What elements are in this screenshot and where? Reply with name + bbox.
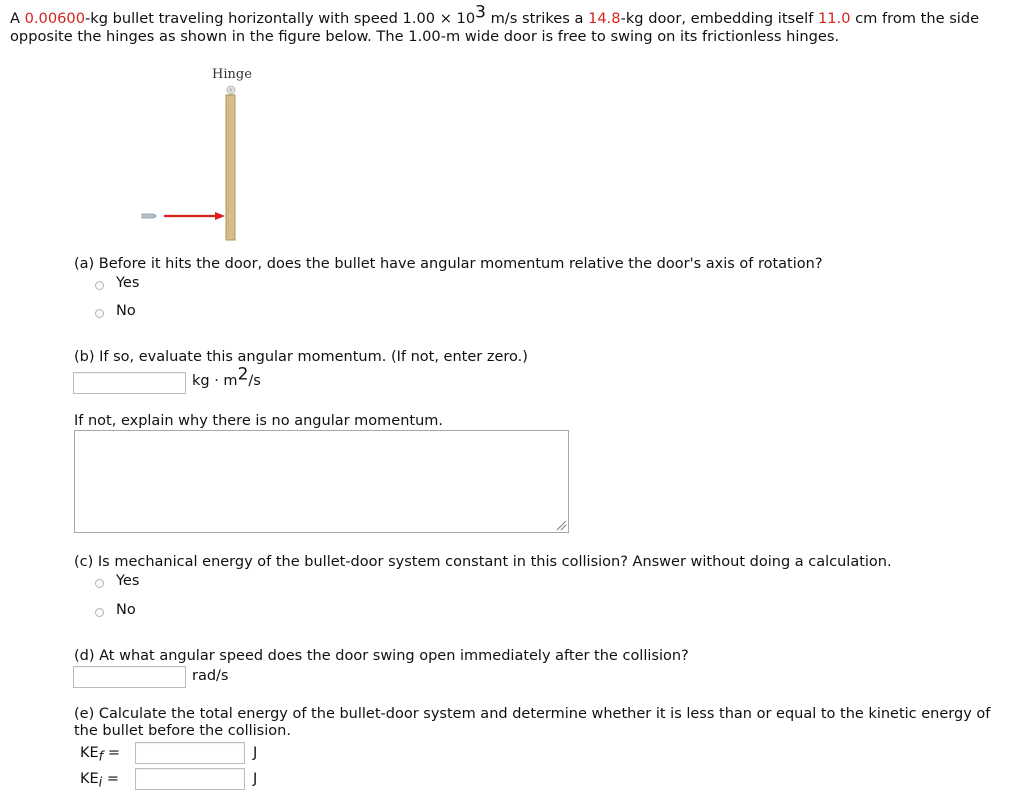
problem-statement bbox=[10, 2, 1015, 46]
option-label: Yes bbox=[116, 573, 140, 589]
ke-subscript: i bbox=[98, 775, 103, 791]
part-c-option-yes[interactable] bbox=[95, 572, 139, 590]
part-a-question: (a) Before it hits the door, does the bullet have angular momentum relative the door's axis of rotation? bbox=[74, 256, 823, 272]
part-a-option-yes[interactable] bbox=[95, 274, 139, 292]
velocity-arrowhead-icon bbox=[215, 212, 225, 220]
problem-text: A bbox=[10, 10, 25, 27]
part-a-option-no[interactable] bbox=[95, 302, 136, 320]
speed-exponent: 3 bbox=[475, 2, 486, 23]
ke-final-label bbox=[80, 745, 120, 764]
equals-sign: = bbox=[106, 771, 120, 787]
door-figure bbox=[135, 62, 265, 247]
unit-text: kg · m bbox=[192, 373, 238, 389]
radio-button-icon[interactable] bbox=[95, 281, 104, 290]
part-c-question: (c) Is mechanical energy of the bullet-door system constant in this collision? Answer without doing a calculation. bbox=[74, 554, 892, 570]
part-c-option-no[interactable] bbox=[95, 601, 136, 619]
radio-button-icon[interactable] bbox=[95, 579, 104, 588]
ke-final-unit: J bbox=[253, 745, 258, 761]
angular-speed-unit: rad/s bbox=[192, 668, 229, 684]
angular-speed-input[interactable] bbox=[73, 666, 186, 688]
radio-button-icon[interactable] bbox=[95, 309, 104, 318]
unit-text: /s bbox=[248, 373, 261, 389]
hinge-label: Hinge bbox=[212, 67, 252, 82]
explain-prompt: If not, explain why there is no angular momentum. bbox=[74, 413, 444, 429]
angular-momentum-input[interactable] bbox=[73, 372, 186, 394]
problem-text: cm from the side opposite the hinges as shown in the figure below. The 1.00-m wide door is free to swing on its frictionless hinges. bbox=[10, 10, 980, 45]
problem-text: -kg bullet traveling horizontally with speed 1.00 × 10 bbox=[84, 10, 476, 27]
bullet-mass-value: 0.00600 bbox=[24, 10, 85, 27]
ke-base: KE bbox=[80, 771, 99, 787]
part-e-question: (e) Calculate the total energy of the bullet-door system and determine whether it is less than or equal to the kinetic energy of the bullet before the collision. bbox=[74, 706, 991, 739]
part-d-question: (d) At what angular speed does the door swing open immediately after the collision? bbox=[74, 648, 689, 664]
angular-momentum-unit bbox=[192, 364, 261, 389]
option-label: No bbox=[116, 602, 136, 618]
ke-initial-unit: J bbox=[253, 771, 258, 787]
bullet-icon bbox=[142, 214, 156, 218]
problem-text: -kg door, embedding itself bbox=[620, 10, 818, 27]
ke-subscript: f bbox=[98, 749, 104, 765]
door-diagram bbox=[135, 62, 265, 247]
ke-final-input[interactable] bbox=[135, 742, 245, 764]
distance-value: 11.0 bbox=[817, 10, 851, 27]
unit-exponent: 2 bbox=[237, 364, 249, 385]
resize-handle-icon[interactable] bbox=[556, 520, 567, 531]
ke-initial-label bbox=[80, 771, 119, 790]
ke-base: KE bbox=[80, 745, 99, 761]
option-label: Yes bbox=[116, 275, 140, 291]
explanation-textarea[interactable] bbox=[74, 430, 569, 533]
ke-initial-input[interactable] bbox=[135, 768, 245, 790]
part-b-question: (b) If so, evaluate this angular momentum. (If not, enter zero.) bbox=[74, 349, 528, 365]
equals-sign: = bbox=[107, 745, 121, 761]
problem-text: m/s strikes a bbox=[485, 10, 589, 27]
hinge-pin bbox=[229, 88, 232, 91]
door-shape bbox=[226, 95, 235, 240]
radio-button-icon[interactable] bbox=[95, 608, 104, 617]
door-mass-value: 14.8 bbox=[588, 10, 621, 27]
option-label: No bbox=[116, 303, 136, 319]
